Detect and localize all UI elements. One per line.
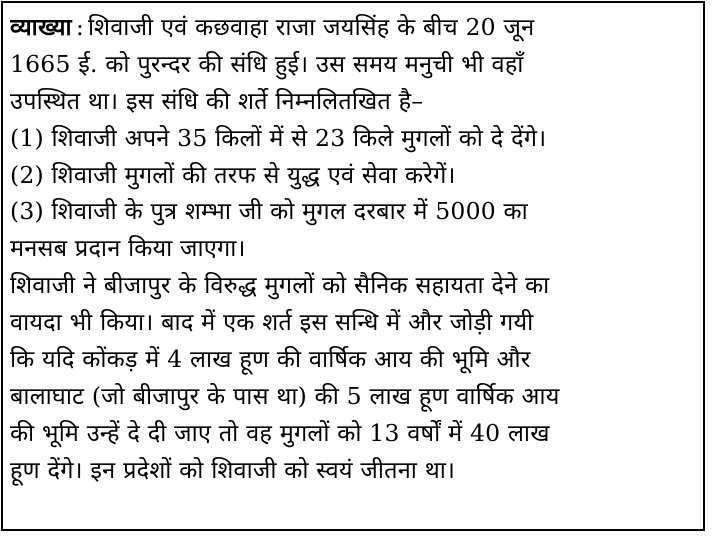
explanation-line: उपस्थित था। इस संधि की शर्ते निम्नलितखित है– <box>10 86 424 115</box>
heading-separator: : <box>75 13 84 41</box>
treaty-term-3-continued: मनसब प्रदान किया जाएगा। <box>10 234 246 263</box>
explanation-first-line <box>10 9 702 46</box>
closing-line: कि यदि कोंकड़ में 4 लाख हूण की वार्षिक आय की भूमि और <box>10 345 531 374</box>
explanation-line: 1665 ई. को पुरन्दर की संधि हुई। उस समय मनुची भी वहाँ <box>10 49 524 78</box>
closing-line: हूण देंगे। इन प्रदेशों को शिवाजी को स्वयं जीतना था। <box>10 455 456 484</box>
closing-line: वायदा भी किया। बाद में एक शर्त इस सन्धि में और जोड़ी गयी <box>10 308 534 337</box>
explanation-heading: व्याख्या <box>10 13 72 41</box>
closing-line: की भूमि उन्हें दे दी जाए तो वह मुगलों को 13 वर्षों में 40 लाख <box>10 418 550 447</box>
document-body <box>10 9 702 489</box>
text-frame <box>1 1 705 531</box>
explanation-line: शिवाजी एवं कछवाहा राजा जयसिंह के बीच 20 जून <box>87 13 535 41</box>
treaty-term-3: (3) शिवाजी के पुत्र शम्भा जी को मुगल दरबार में 5000 का <box>10 197 528 226</box>
closing-line: बालाघाट (जो बीजापुर के पास था) की 5 लाख हूण वार्षिक आय <box>10 381 560 410</box>
treaty-term-2: (2) शिवाजी मुगलों की तरफ से युद्ध एवं सेवा करेगें। <box>10 160 456 189</box>
treaty-term-1: (1) शिवाजी अपने 35 किलों में से 23 किले मुगलों को दे देंगे। <box>10 123 547 152</box>
closing-line: शिवाजी ने बीजापुर के विरुद्ध मुगलों को सैनिक सहायता देने का <box>10 271 550 300</box>
